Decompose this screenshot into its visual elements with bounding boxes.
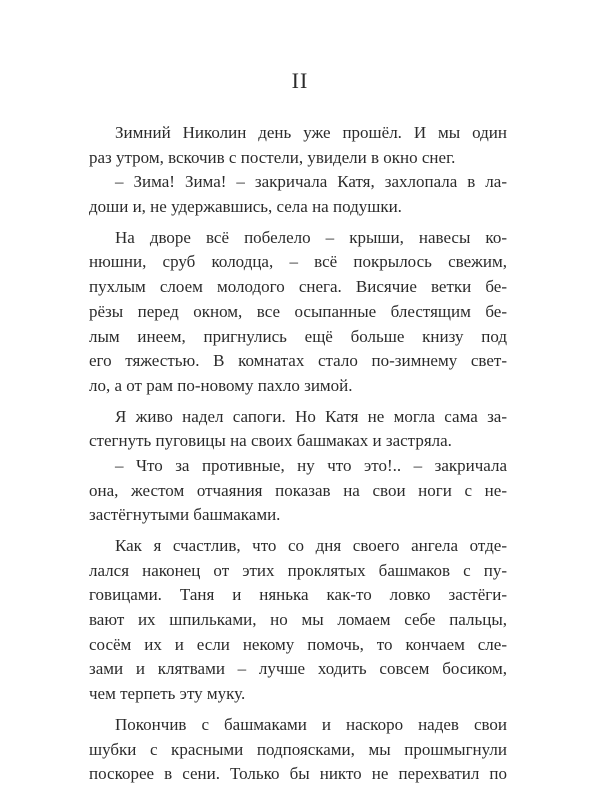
paragraph bbox=[89, 534, 507, 707]
paragraph bbox=[89, 121, 507, 170]
text-line: она, жестом отчаяния показав на свои ноги с не- bbox=[89, 480, 507, 500]
text-line: лым инеем, пригнулись ещё больше книзу под bbox=[89, 326, 507, 346]
text-line: рёзы перед окном, все осыпанные блестящим бе- bbox=[89, 301, 507, 321]
text-line: вают их шпильками, но мы ломаем себе пальцы, bbox=[89, 610, 507, 630]
text-line: его тяжестью. В комнатах стало по-зимнему свет- bbox=[89, 351, 507, 371]
body-text bbox=[89, 121, 507, 787]
text-line: доши и, не удержавшись, села на подушки. bbox=[89, 197, 402, 217]
text-line: сосём их и если некому помочь, то кончаем сле- bbox=[89, 634, 507, 654]
text-line: раз утром, вскочив с постели, увидели в окно снег. bbox=[89, 147, 456, 167]
text-line: пухлым слоем молодого снега. Висячие ветки бе- bbox=[89, 277, 507, 297]
text-line: лался наконец от этих проклятых башмаков с пу- bbox=[89, 560, 507, 580]
text-line: стегнуть пуговицы на своих башмаках и застряла. bbox=[89, 431, 452, 451]
paragraph bbox=[89, 405, 507, 454]
text-line: говицами. Таня и нянька как-то ловко застёги- bbox=[89, 585, 507, 605]
text-line: На дворе всё побелело – крыши, навесы ко- bbox=[115, 227, 507, 247]
paragraph bbox=[89, 454, 507, 528]
paragraph bbox=[89, 170, 507, 219]
text-line: – Что за противные, ну что это!.. – закричала bbox=[115, 455, 507, 475]
text-line: шубки с красными подпоясками, мы прошмыгнули bbox=[89, 739, 507, 759]
text-line: поскорее в сени. Только бы никто не перехватил по bbox=[89, 764, 507, 784]
text-line: зами и клятвами – лучше ходить совсем босиком, bbox=[89, 659, 507, 679]
text-line: застёгнутыми башмаками. bbox=[89, 505, 281, 525]
text-line: нюшни, сруб колодца, – всё покрылось свежим, bbox=[89, 252, 507, 272]
text-line: – Зима! Зима! – закричала Катя, захлопала в ла- bbox=[115, 172, 507, 192]
chapter-heading: II bbox=[291, 68, 309, 93]
text-line: Как я счастлив, что со дня своего ангела отде- bbox=[115, 536, 507, 555]
text-line: ло, а от рам по-новому пахло зимой. bbox=[89, 375, 353, 395]
paragraph bbox=[89, 226, 507, 399]
text-line: Зимний Николин день уже прошёл. И мы один bbox=[115, 123, 507, 142]
text-line: Покончив с башмаками и наскоро надев свои bbox=[115, 714, 507, 734]
text-line: Я живо надел сапоги. Но Катя не могла сама за- bbox=[115, 406, 507, 426]
text-line: чем терпеть эту муку. bbox=[89, 684, 246, 704]
